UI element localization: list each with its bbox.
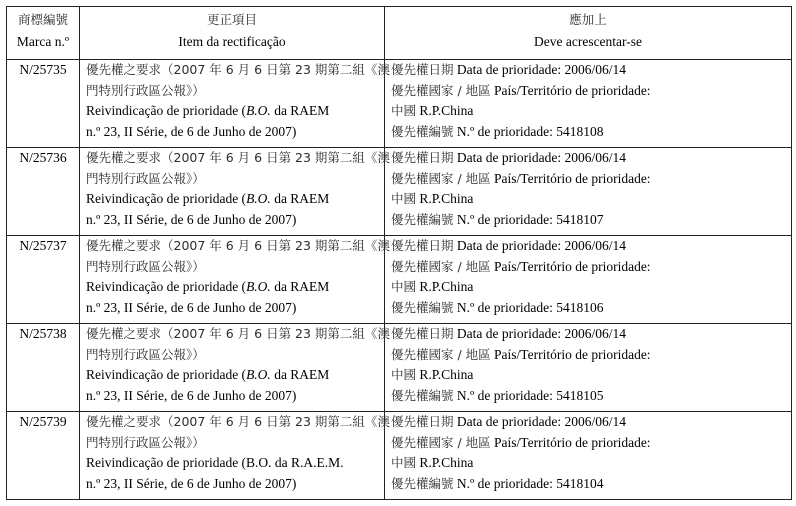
priority-number-line	[391, 386, 785, 407]
priority-date-line	[391, 412, 785, 433]
priority-country-line	[391, 169, 785, 190]
priority-number-text: N.º de prioridade: 5418107	[453, 211, 604, 227]
priority-country-label-pt: País/Território de prioridade:	[490, 434, 651, 450]
priority-country-line	[391, 81, 785, 102]
header-rectification-item-pt: Item da rectificação	[178, 34, 286, 49]
priority-date-label-zh: 優先權日期	[391, 62, 454, 77]
priority-country-label-zh: 優先權國家 / 地區	[391, 170, 491, 186]
item-pt-text-a: Reivindicação de prioridade (	[86, 367, 247, 383]
header-should-add-zh: 應加上	[569, 12, 607, 27]
priority-number-label-zh: 優先權編號	[391, 123, 454, 139]
item-zh-line-1: 優先權之要求（2007 年 6 月 6 日第 23 期第二組《澳	[86, 150, 390, 165]
item-pt-bulletin-abbr: B.O.	[246, 191, 271, 207]
priority-date-text: Data de prioridade: 2006/06/14	[453, 326, 626, 341]
priority-number-line	[391, 122, 785, 143]
item-pt-bulletin-abbr: B.O.	[246, 279, 271, 295]
priority-country-value-pt: R.P.China	[416, 455, 474, 471]
priority-number-text: N.º de prioridade: 5418104	[453, 475, 604, 491]
mark-number: N/25738	[7, 324, 80, 412]
item-zh-line-2: 門特別行政區公報》）	[86, 346, 205, 362]
item-pt-line-2: n.º 23, II Série, de 6 de Junho de 2007)	[86, 123, 297, 139]
should-add-content	[385, 412, 792, 500]
rectification-item	[80, 236, 390, 324]
should-add-content	[385, 324, 792, 412]
item-zh-line-1: 優先權之要求（2007 年 6 月 6 日第 23 期第二組《澳	[86, 326, 390, 341]
item-pt-line-1	[86, 365, 378, 386]
priority-country-label-pt: País/Território de prioridade:	[490, 258, 651, 274]
priority-date-text: Data de prioridade: 2006/06/14	[453, 62, 626, 77]
priority-number-text: N.º de prioridade: 5418108	[453, 123, 604, 139]
priority-country-value-zh: 中國	[391, 191, 417, 207]
priority-date-label-zh: 優先權日期	[391, 414, 454, 429]
priority-country-line	[391, 433, 785, 454]
item-pt-text-b: da RAEM	[270, 191, 330, 207]
priority-country-line	[391, 345, 785, 366]
priority-number-text: N.º de prioridade: 5418105	[453, 387, 604, 403]
mark-number: N/25735	[7, 60, 80, 148]
priority-date-text: Data de prioridade: 2006/06/14	[453, 414, 626, 429]
priority-country-value-zh: 中國	[391, 455, 417, 471]
item-zh-line-2: 門特別行政區公報》）	[86, 434, 205, 450]
item-pt-line-1	[86, 189, 378, 210]
priority-number-line	[391, 474, 785, 495]
priority-date-line	[391, 236, 785, 257]
priority-country-value-pt: R.P.China	[416, 279, 474, 295]
item-zh-line-2: 門特別行政區公報》）	[86, 170, 205, 186]
priority-number-label-zh: 優先權編號	[391, 211, 454, 227]
should-add-content	[385, 236, 792, 324]
priority-country-label-zh: 優先權國家 / 地區	[391, 434, 491, 450]
priority-country-value-zh: 中國	[391, 367, 417, 383]
item-pt-text-a: Reivindicação de prioridade (	[86, 191, 247, 207]
table-row	[7, 324, 792, 412]
priority-country-value-line	[391, 453, 785, 474]
priority-date-label-zh: 優先權日期	[391, 326, 454, 341]
priority-number-text: N.º de prioridade: 5418106	[453, 299, 604, 315]
priority-country-line	[391, 257, 785, 278]
priority-country-label-zh: 優先權國家 / 地區	[391, 258, 491, 274]
priority-date-text: Data de prioridade: 2006/06/14	[453, 238, 626, 253]
item-pt-bulletin-abbr: B.O.	[246, 103, 271, 119]
priority-country-label-pt: País/Território de prioridade:	[490, 170, 651, 186]
should-add-content	[385, 148, 792, 236]
rectification-table	[6, 6, 792, 500]
priority-number-label-zh: 優先權編號	[391, 299, 454, 315]
table-row	[7, 60, 792, 148]
table-row	[7, 412, 792, 500]
header-rectification-item	[80, 7, 385, 60]
item-zh-line-1: 優先權之要求（2007 年 6 月 6 日第 23 期第二組《澳	[86, 238, 390, 253]
item-pt-line-2: n.º 23, II Série, de 6 de Junho de 2007)	[86, 299, 297, 315]
item-pt-line-2: n.º 23, II Série, de 6 de Junho de 2007)	[86, 475, 297, 491]
item-pt-line-2: n.º 23, II Série, de 6 de Junho de 2007)	[86, 387, 297, 403]
item-pt-text-b: da RAEM	[270, 103, 330, 119]
header-mark-number-pt: Marca n.º	[16, 34, 70, 49]
priority-number-line	[391, 298, 785, 319]
item-zh-line-2: 門特別行政區公報》）	[86, 258, 205, 274]
item-pt-line-2: n.º 23, II Série, de 6 de Junho de 2007)	[86, 211, 297, 227]
priority-date-line	[391, 60, 785, 81]
priority-country-value-line	[391, 277, 785, 298]
priority-country-value-line	[391, 101, 785, 122]
item-pt-bulletin-abbr: B.O.	[246, 367, 271, 383]
item-pt-text-a: Reivindicação de prioridade (	[86, 103, 247, 119]
rectification-item	[80, 148, 390, 236]
priority-date-label-zh: 優先權日期	[391, 150, 454, 165]
priority-country-value-pt: R.P.China	[416, 367, 474, 383]
item-pt-text-b: da RAEM	[270, 279, 330, 295]
priority-country-value-zh: 中國	[391, 103, 417, 119]
priority-date-line	[391, 324, 785, 345]
priority-country-value-pt: R.P.China	[416, 103, 474, 119]
priority-date-line	[391, 148, 785, 169]
table-row	[7, 148, 792, 236]
header-should-add-pt: Deve acrescentar-se	[533, 34, 643, 49]
priority-country-value-pt: R.P.China	[416, 191, 474, 207]
priority-number-label-zh: 優先權編號	[391, 387, 454, 403]
priority-country-value-line	[391, 189, 785, 210]
item-zh-line-1: 優先權之要求（2007 年 6 月 6 日第 23 期第二組《澳	[86, 62, 390, 77]
priority-country-label-pt: País/Território de prioridade:	[490, 82, 651, 98]
item-pt-text-a: Reivindicação de prioridade (B.O. da R.A.E.M.	[86, 455, 344, 471]
item-zh-line-2: 門特別行政區公報》）	[86, 82, 205, 98]
priority-country-value-zh: 中國	[391, 279, 417, 295]
rectification-item	[80, 412, 390, 500]
item-zh-line-1: 優先權之要求（2007 年 6 月 6 日第 23 期第二組《澳	[86, 414, 390, 429]
priority-country-label-pt: País/Território de prioridade:	[490, 346, 651, 362]
should-add-content	[385, 60, 792, 148]
priority-country-label-zh: 優先權國家 / 地區	[391, 346, 491, 362]
header-should-add	[385, 7, 792, 60]
header-mark-number	[7, 7, 80, 60]
mark-number: N/25736	[7, 148, 80, 236]
mark-number: N/25737	[7, 236, 80, 324]
priority-date-text: Data de prioridade: 2006/06/14	[453, 150, 626, 165]
mark-number: N/25739	[7, 412, 80, 500]
header-rectification-item-zh: 更正項目	[206, 12, 257, 27]
item-pt-text-b: da RAEM	[270, 367, 330, 383]
priority-country-label-zh: 優先權國家 / 地區	[391, 82, 491, 98]
header-mark-number-zh: 商標編號	[17, 12, 68, 27]
item-pt-line-1	[86, 101, 378, 122]
priority-number-line	[391, 210, 785, 231]
priority-country-value-line	[391, 365, 785, 386]
item-pt-line-1	[86, 277, 378, 298]
table-header-row	[7, 7, 792, 60]
priority-number-label-zh: 優先權編號	[391, 475, 454, 491]
rectification-item	[80, 324, 390, 412]
priority-date-label-zh: 優先權日期	[391, 238, 454, 253]
table-row	[7, 236, 792, 324]
rectification-item	[80, 60, 390, 148]
item-pt-line-1	[86, 453, 378, 474]
item-pt-text-a: Reivindicação de prioridade (	[86, 279, 247, 295]
